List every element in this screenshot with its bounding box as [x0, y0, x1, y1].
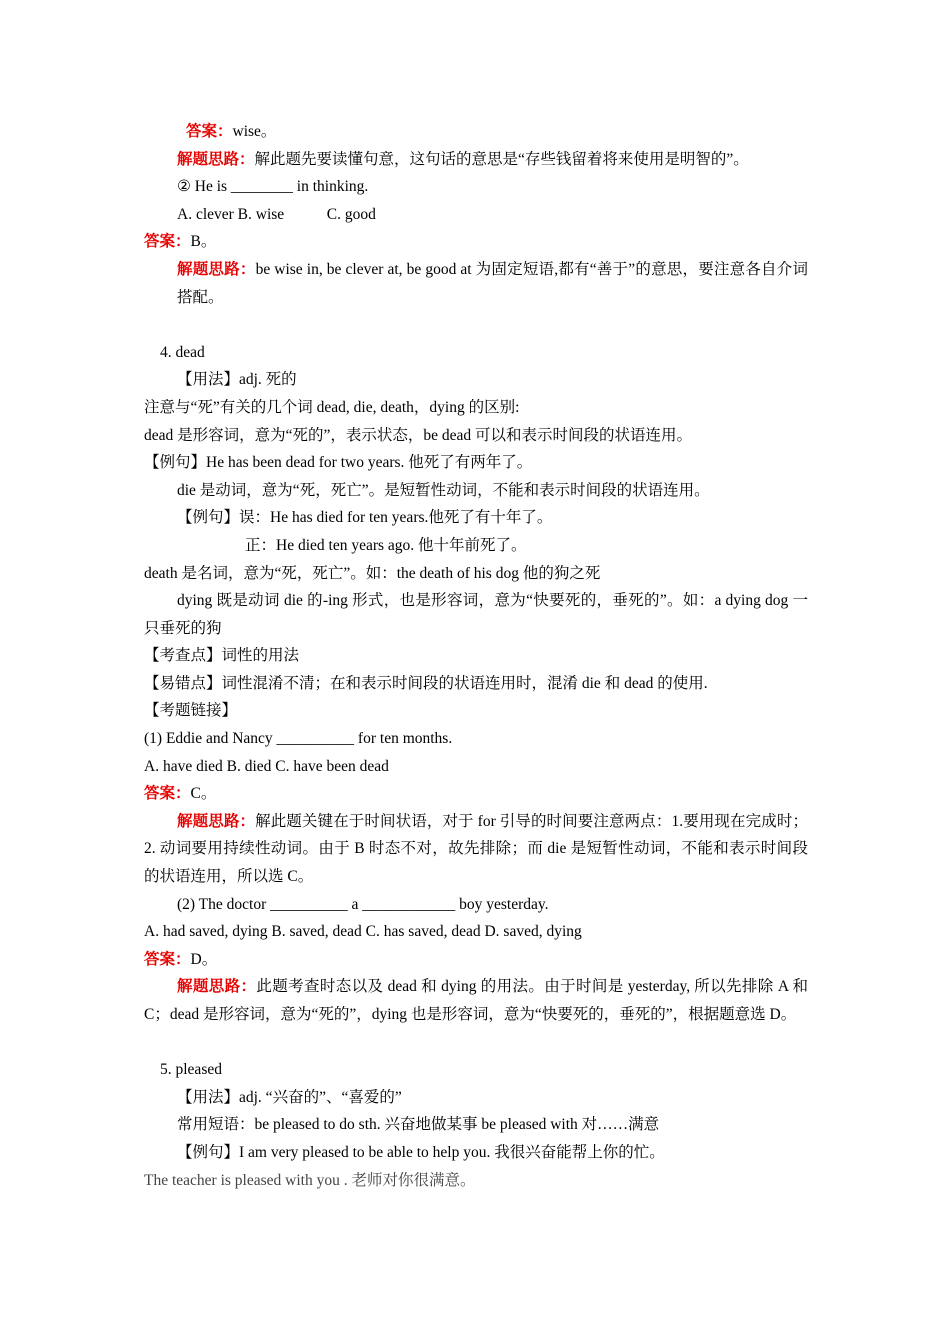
dead-description: dead 是形容词，意为“死的”，表示状态，be dead 可以和表示时间段的状语连用。 — [144, 426, 693, 444]
section-heading: 4. dead — [160, 343, 205, 361]
question-line: (1) Eddie and Nancy __________ for ten months. — [144, 730, 453, 748]
die-description: die 是动词，意为“死，死亡”。是短暂性动词，不能和表示时间段的状语连用。 — [177, 481, 710, 499]
spacer — [144, 1029, 808, 1057]
dying-description: dying 既是动词 die 的-ing 形式，也是形容词，意为“快要死的，垂死的”。如：a dying dog 一只垂死的狗 — [144, 592, 808, 637]
question-line: (2) The doctor __________ a ____________ boy yesterday. — [177, 895, 549, 913]
death-description: death 是名词，意为“死，死亡”。如：the death of his dog 他的狗之死 — [144, 564, 601, 582]
answer-line — [144, 228, 808, 256]
answer-value: wise。 — [232, 123, 277, 140]
exam-point: 【考查点】词性的用法 — [144, 647, 300, 665]
analysis-paragraph — [144, 808, 808, 891]
answer-value: D。 — [190, 950, 218, 968]
answer-label: 答案： — [144, 950, 191, 968]
options-line: A. had saved, dying B. saved, dead C. has saved, dead D. saved, dying — [144, 923, 582, 941]
analysis-paragraph — [144, 973, 808, 1028]
analysis-text: 此题考查时态以及 dead 和 dying 的用法。由于时间是 yesterday, 所以先排除 A 和 C；dead 是形容词，意为“死的”，dying 也是形容词，意为“快要死的，垂死的”，根据题意选 D。 — [144, 978, 808, 1023]
answer-value: C。 — [190, 785, 217, 803]
analysis-text: 解此题关键在于时间状语，对于 for 引导的时间要注意两点：1.要用现在完成时；2. 动词要用持续性动词。由于 B 时态不对，故先排除；而 die 是短暂性动词，不能和表示时间段的状语连用，所以选 C。 — [144, 812, 808, 886]
usage-line: 【用法】adj. “兴奋的”、“喜爱的” — [177, 1088, 402, 1106]
answer-line — [144, 946, 808, 974]
phrases-line: 常用短语：be pleased to do sth. 兴奋地做某事 be pleased with 对……满意 — [177, 1116, 660, 1134]
options-line: A. have died B. died C. have been dead — [144, 757, 389, 775]
analysis-label: 解题思路： — [177, 978, 257, 996]
answer-label: 答案： — [144, 233, 191, 251]
example-line: 【例句】I am very pleased to be able to help you. 我很兴奋能帮上你的忙。 — [177, 1143, 665, 1161]
error-point: 【易错点】词性混淆不清；在和表示时间段的状语连用时，混淆 die 和 dead 的使用. — [144, 674, 708, 692]
note-line: 注意与“死”有关的几个词 dead, die, death，dying 的区别: — [144, 398, 520, 416]
example-line: 【例句】He has been dead for two years. 他死了有两年了。 — [144, 454, 533, 472]
answer-label: 答案： — [186, 123, 233, 140]
analysis-line — [144, 146, 808, 174]
analysis-label: 解题思路： — [177, 260, 256, 278]
analysis-paragraph — [144, 256, 808, 311]
example-wrong-line: 【例句】误：He has died for ten years.他死了有十年了。 — [177, 509, 553, 527]
exam-link-heading: 【考题链接】 — [144, 702, 238, 720]
options-line: A. clever B. wise C. good — [177, 205, 376, 223]
analysis-label: 解题思路： — [177, 150, 255, 168]
analysis-text: 解此题先要读懂句意，这句话的意思是“存些钱留着将来使用是明智的”。 — [254, 150, 749, 168]
analysis-text: be wise in, be clever at, be good at 为固定短语,都有“善于”的意思，要注意各自介词搭配。 — [177, 260, 808, 306]
answer-label: 答案： — [144, 785, 191, 803]
example-line: The teacher is pleased with you . 老师对你很满意。 — [144, 1171, 476, 1189]
analysis-label: 解题思路： — [177, 812, 256, 830]
usage-line: 【用法】adj. 死的 — [177, 371, 297, 389]
answer-line — [144, 780, 808, 808]
answer-value: B。 — [190, 233, 217, 251]
question-line: ② He is ________ in thinking. — [177, 178, 369, 196]
answer-line — [144, 118, 808, 146]
spacer — [144, 311, 808, 339]
document-page — [144, 118, 808, 1194]
example-right-line: 正：He died ten years ago. 他十年前死了。 — [245, 536, 527, 554]
section-heading: 5. pleased — [160, 1061, 222, 1079]
